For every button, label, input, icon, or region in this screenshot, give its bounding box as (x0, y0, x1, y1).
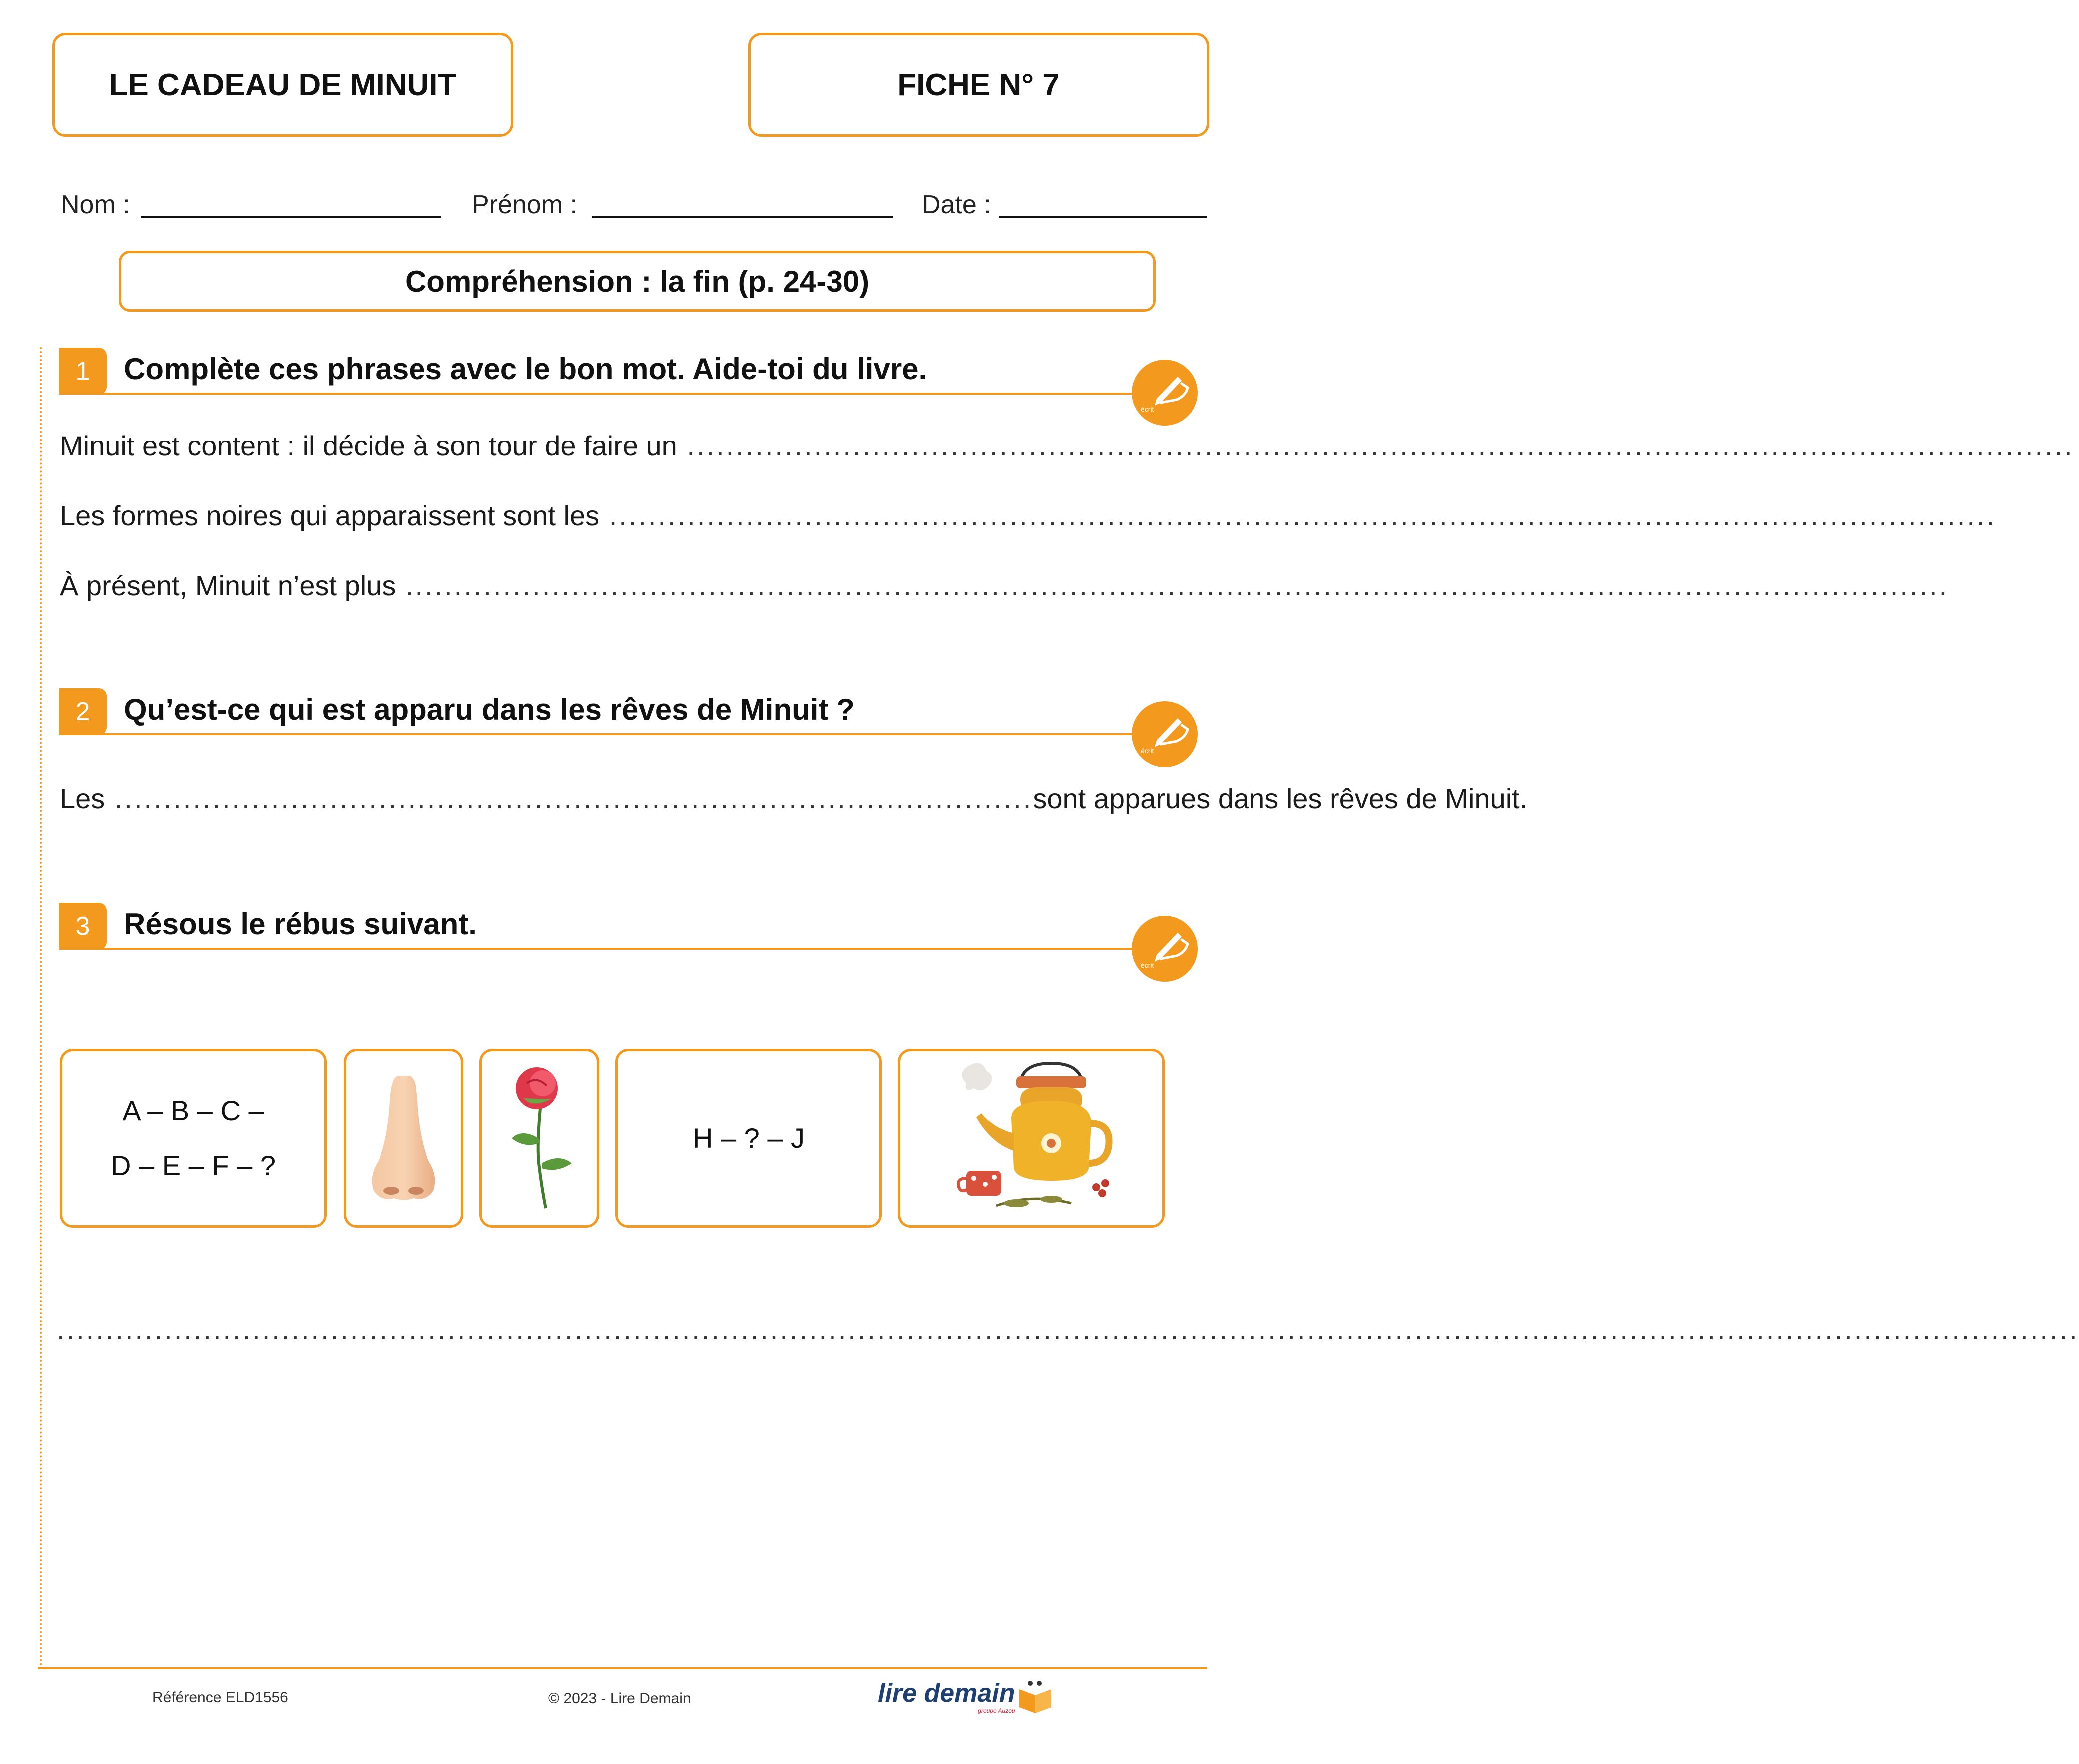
date-field[interactable] (999, 216, 1207, 218)
rebus-card-rose (479, 1049, 599, 1228)
exercise-1-line-1: Minuit est content : il décide à son tour de faire un .............................................................................................................................................. (60, 430, 2074, 461)
writing-hand-icon (1132, 701, 1198, 767)
rose-icon (502, 1063, 577, 1213)
answer-blank[interactable]: .............................................................................................. (105, 783, 1033, 814)
rebus-letters-line-1: A – B – C – (122, 1095, 264, 1126)
rebus-card-letters (60, 1049, 327, 1228)
nose-icon (364, 1071, 443, 1206)
exercise-3-rule (59, 948, 1138, 950)
teapot-icon (946, 1058, 1116, 1218)
sheet-number: FICHE N° 7 (897, 67, 1060, 102)
footer-rule (38, 1667, 1207, 1669)
exercise-2-title: Qu’est-ce qui est apparu dans les rêves de Minuit ? (124, 693, 855, 726)
svg-text:écrit: écrit (1141, 747, 1154, 755)
exercise-1-line-3: À présent, Minuit n’est plus .............................................................................................................................................................. (60, 570, 1949, 601)
exercise-1-title: Complète ces phrases avec le bon mot. Aide-toi du livre. (124, 352, 927, 386)
svg-text:écrit: écrit (1141, 405, 1154, 413)
brand-logo (878, 1679, 1055, 1714)
brand-name: lire demain (878, 1679, 1015, 1708)
exercise-1-line-2: Les formes noires qui apparaissent sont les .............................................................................................................................................. (60, 500, 1997, 531)
exercise-3-title: Résous le rébus suivant. (124, 907, 477, 941)
svg-text:écrit: écrit (1141, 961, 1154, 969)
rebus-card-teapot (898, 1049, 1165, 1228)
exercise-2-number: 2 (59, 688, 107, 735)
margin-rule (40, 347, 42, 1671)
exercise-2-line: Les .............................................................................................. sont apparues dans les rêves de Minuit. (60, 783, 1528, 814)
name-label: Nom : (61, 190, 130, 219)
brand-sub: groupe Auzou (978, 1707, 1015, 1714)
exercise-1-rule (59, 393, 1138, 395)
answer-blank[interactable]: .............................................................................................................................................. (677, 430, 2074, 461)
name-field[interactable] (141, 216, 441, 218)
date-label: Date : (922, 190, 991, 219)
answer-blank[interactable]: .............................................................................................................................................................. (396, 570, 1949, 601)
writing-hand-icon (1132, 916, 1198, 982)
firstname-field[interactable] (592, 216, 893, 218)
book-logo-icon (1015, 1679, 1055, 1714)
exercise-3-number: 3 (59, 903, 107, 950)
rebus-card-letters-2 (615, 1049, 882, 1228)
footer-copyright: © 2023 - Lire Demain (548, 1690, 691, 1707)
rebus-letters-hj: H – ? – J (692, 1122, 805, 1154)
sheet-number-box (748, 33, 1209, 137)
answer-blank[interactable]: ............................................................................................................................................................................................................... (57, 1314, 2079, 1345)
exercise-2-rule (59, 733, 1138, 735)
writing-hand-icon (1132, 360, 1198, 426)
footer-reference: Référence ELD1556 (152, 1689, 288, 1706)
answer-blank[interactable]: .............................................................................................................................................. (599, 500, 1997, 531)
section-title-box (119, 251, 1156, 312)
book-title-box (52, 33, 513, 137)
book-title: LE CADEAU DE MINUIT (109, 67, 457, 102)
rebus-letters-line-2: D – E – F – ? (111, 1150, 276, 1181)
rebus-answer-line[interactable] (57, 1314, 2079, 1346)
rebus-card-nose (344, 1049, 463, 1228)
firstname-label: Prénom : (472, 190, 577, 219)
section-title: Compréhension : la fin (p. 24-30) (405, 264, 870, 298)
exercise-1-number: 1 (59, 348, 107, 395)
